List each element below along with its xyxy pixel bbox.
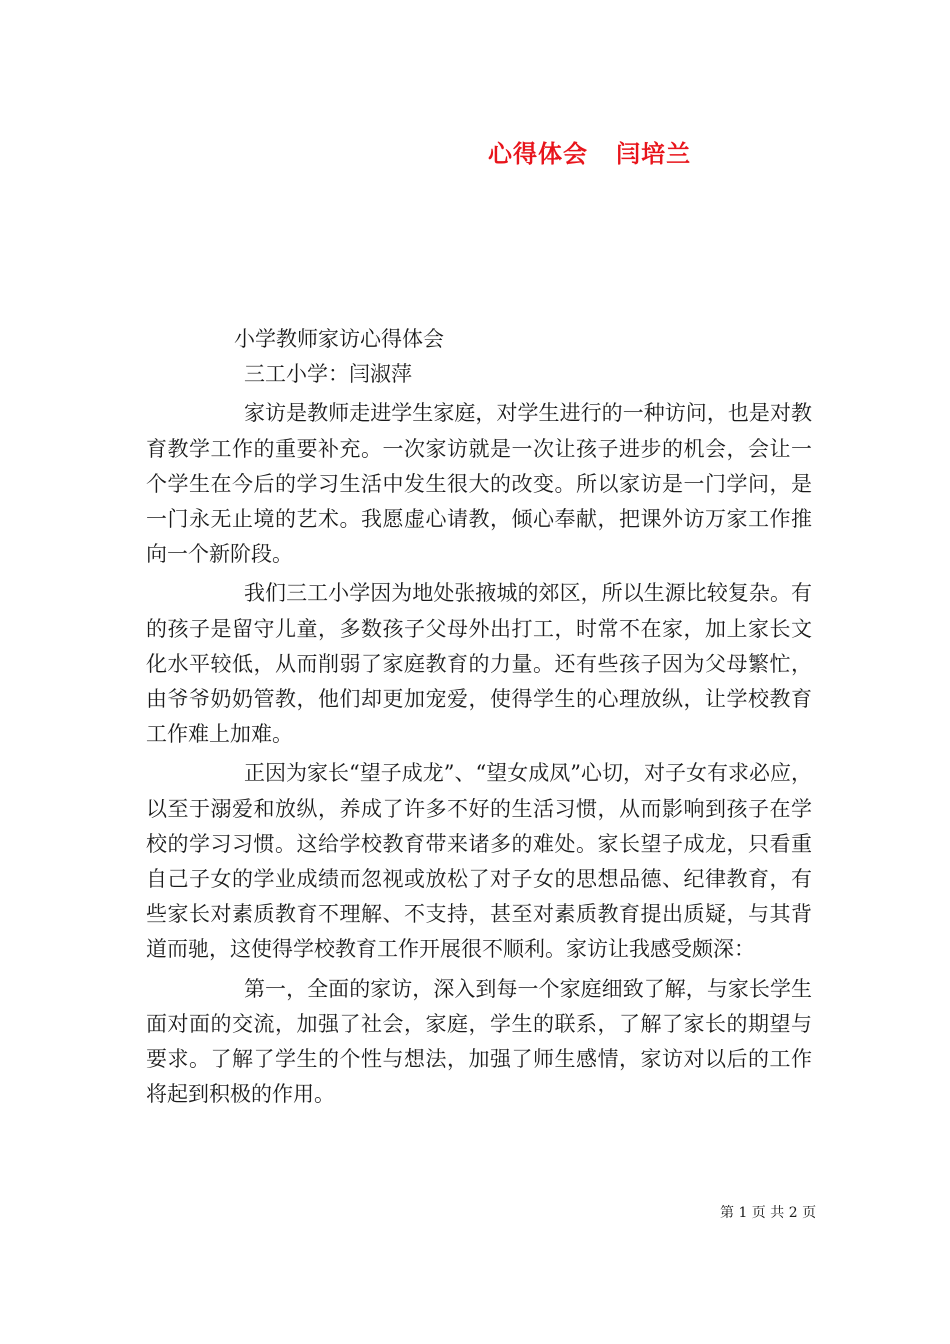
- article-author: 三工小学：闫淑萍: [244, 362, 412, 387]
- page-number-footer: 第 1 页 共 2 页: [720, 1205, 817, 1221]
- article-title: 小学教师家访心得体会: [234, 327, 444, 351]
- paragraph-1: 家访是教师走进学生家庭，对学生进行的一种访问，也是对教育教学工作的重要补充。一次家访就是一次让孩子进步的机会，会让一个学生在今后的学习生活中发生很大的改变。所以家访是一门学问，是一门永无止境的艺术。我愿虚心请教，倾心奉献，把课外访万家工作推向一个新阶段。: [146, 401, 812, 567]
- article-body: [146, 322, 812, 1112]
- paragraph-4: 第一，全面的家访，深入到每一个家庭细致了解，与家长学生面对面的交流，加强了社会，家庭，学生的联系，了解了家长的期望与要求。了解了学生的个性与想法，加强了师生感情，家访对以后的工作将起到积极的作用。: [146, 976, 812, 1107]
- document-header-title: 心得体会 闫培兰: [488, 139, 692, 168]
- paragraph-3: 正因为家长“望子成龙”、“望女成凤”心切，对子女有求必应，以至于溺爱和放纵，养成了许多不好的生活习惯，从而影响到孩子在学校的学习习惯。这给学校教育带来诸多的难处。家长望子成龙，只看重自己子女的学业成绩而忽视或放松了对子女的思想品德、纪律教育，有些家长对素质教育不理解、不支持，甚至对素质教育提出质疑，与其背道而驰，这使得学校教育工作开展很不顺利。家访让我感受颇深：: [146, 761, 812, 962]
- paragraph-2: 我们三工小学因为地处张掖城的郊区，所以生源比较复杂。有的孩子是留守儿童，多数孩子父母外出打工，时常不在家，加上家长文化水平较低，从而削弱了家庭教育的力量。还有些孩子因为父母繁忙，由爷爷奶奶管教，他们却更加宠爱，使得学生的心理放纵，让学校教育工作难上加难。: [146, 581, 812, 747]
